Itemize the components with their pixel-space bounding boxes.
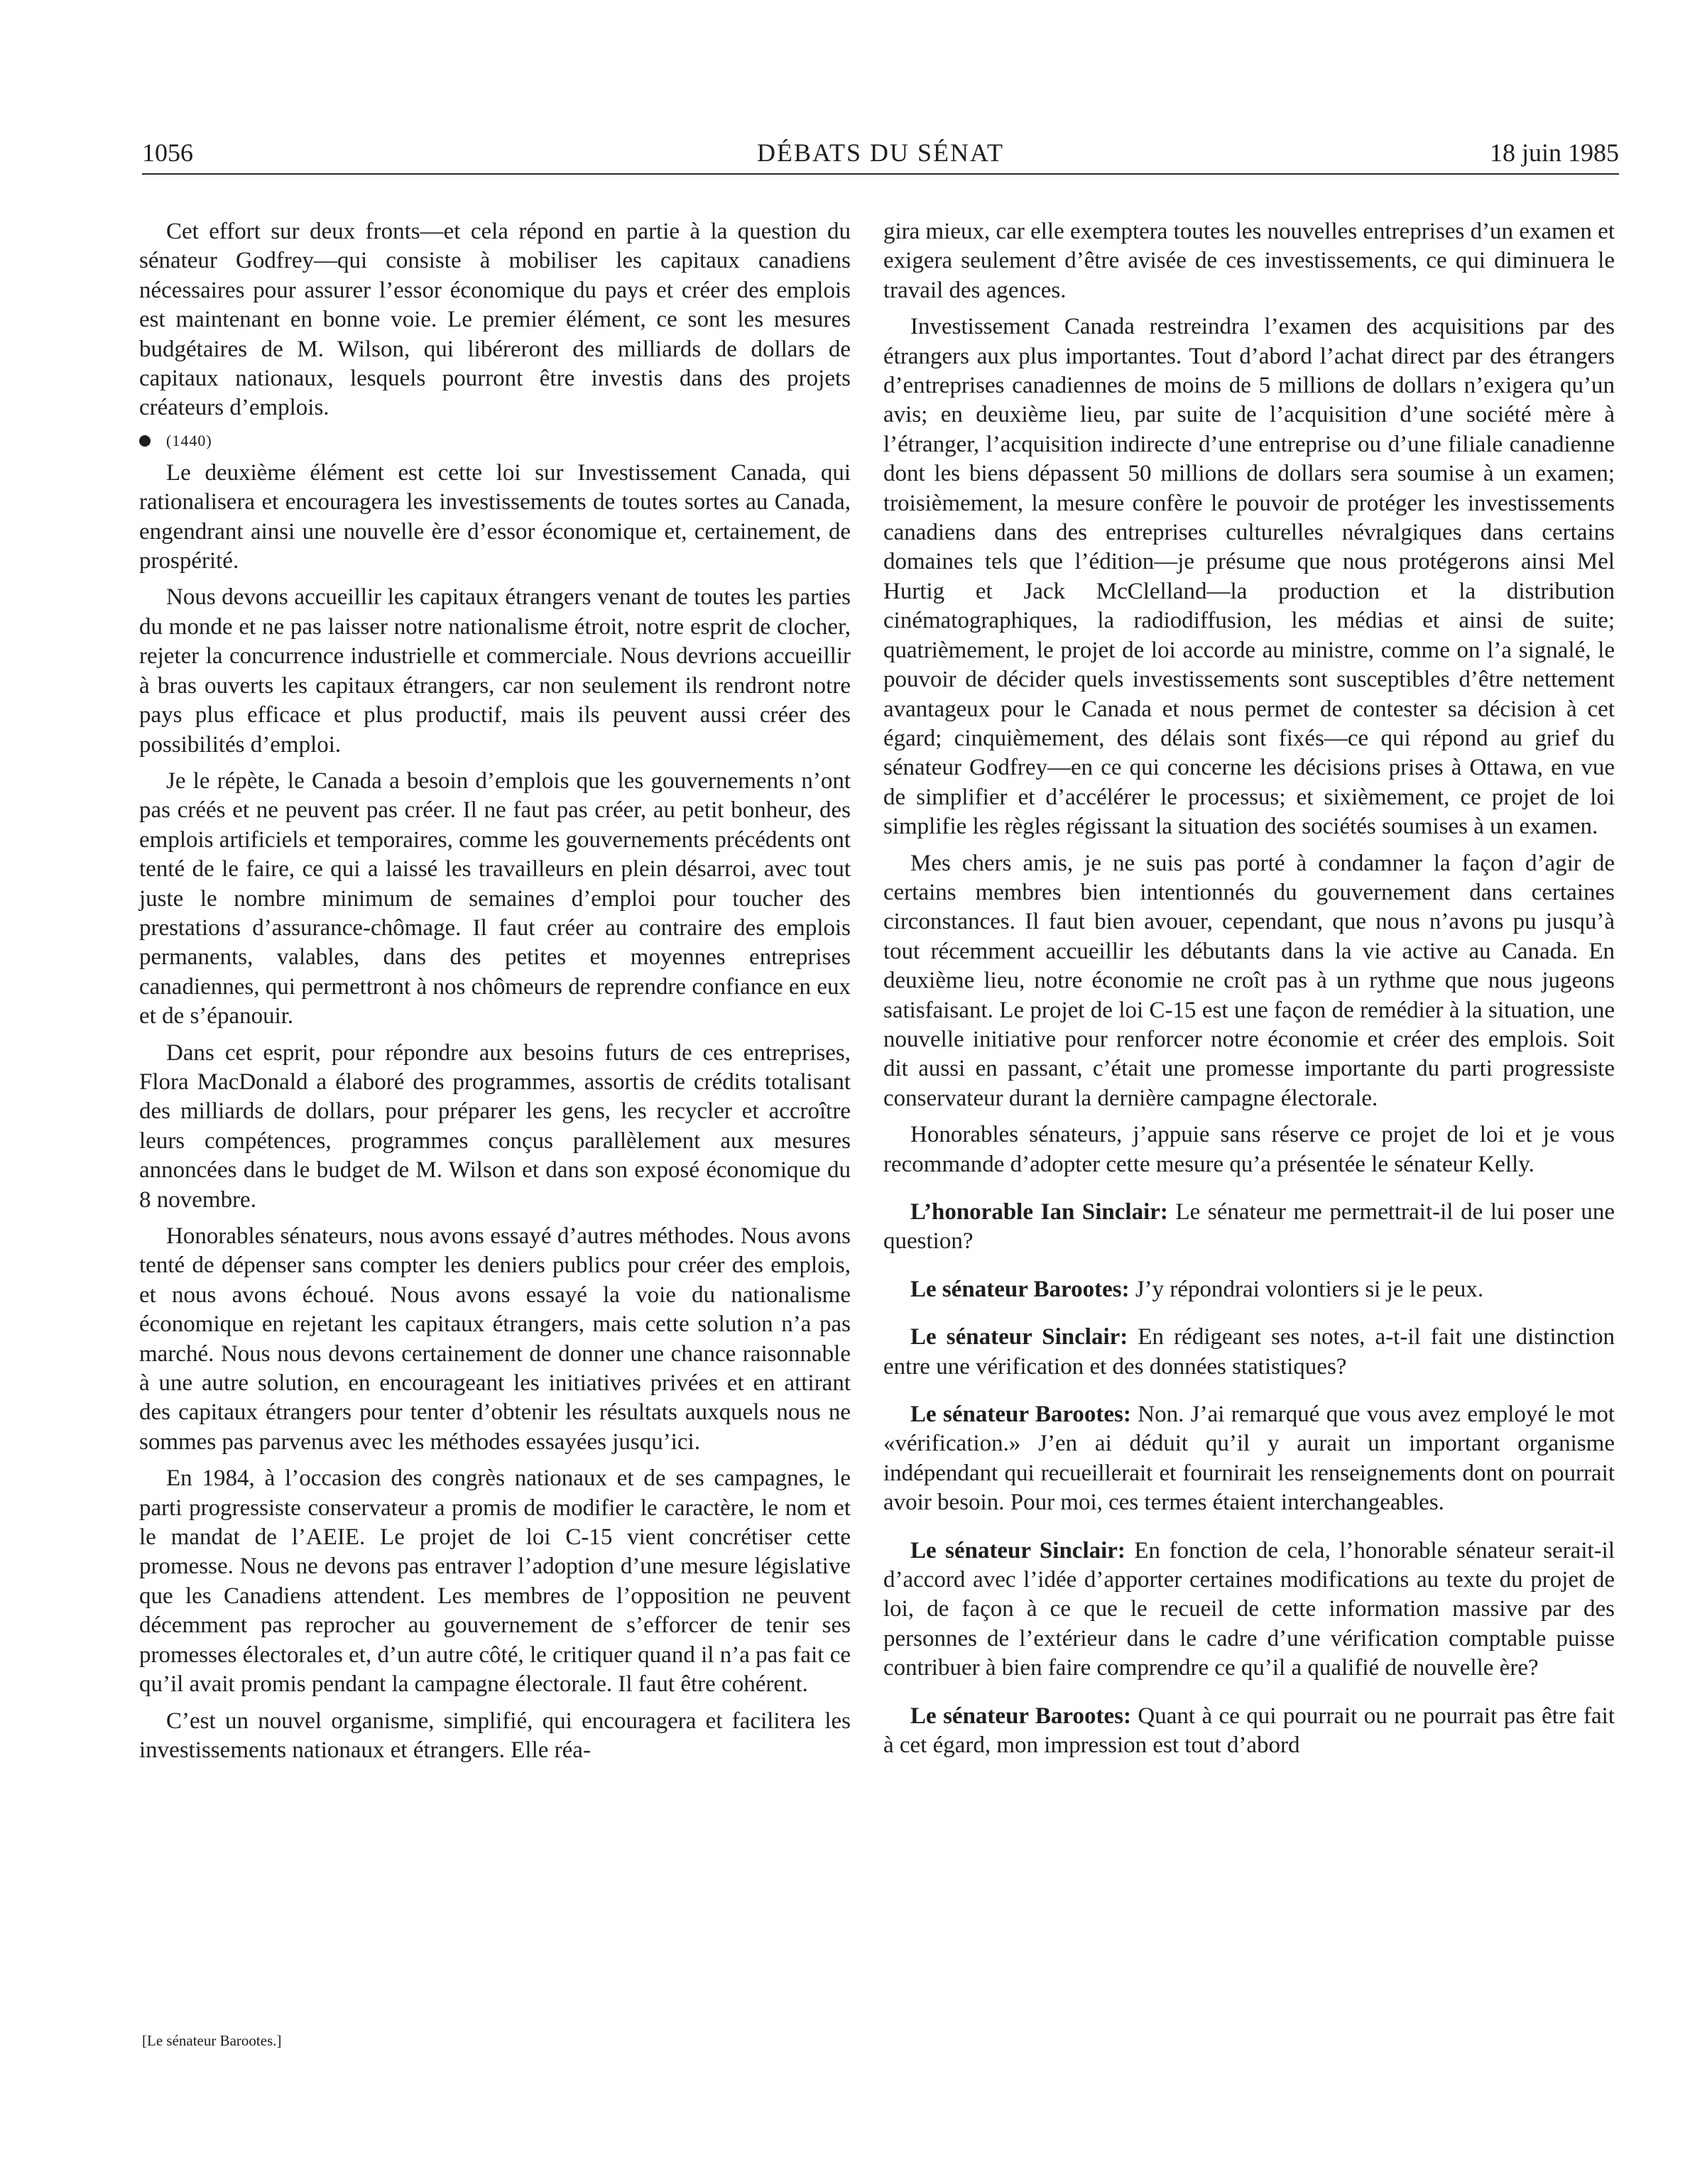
exchange-turn [883, 1536, 1615, 1683]
paragraph: gira mieux, car elle exemptera toutes les nouvelles entreprises d’un examen et exigera seulement d’être avisée de ces investissements, ce qui diminuera le travail des agences. [883, 219, 1615, 303]
speech-text: Quant à ce qui pourrait ou ne pourrait pas être fait à cet égard, mon impression est tout d’abord [883, 1703, 1615, 1759]
header-rule [142, 173, 1619, 175]
paragraph: Investissement Canada restreindra l’examen des acquisitions par des étrangers aux plus importantes. Tout d’abord l’achat direct par des étrangers d’entreprises canadiennes de moins de 5 millions de dollars n’exigera qu’un avis; en deuxième lieu, par suite de l’acquisition d’une société mère à l’étranger, l’acquisition indirecte d’une entreprise ou d’une filiale canadienne dont les biens dépassent 50 millions de dollars sera soumise à un examen; troisièmement, la mesure confère le pouvoir de protéger les investissements canadiens dans des entreprises culturelles névralgiques dans certains domaines tels que l’édition—je présume que nous protégerons ainsi Mel Hurtig et Jack McClelland—la production et la distribution cinématographiques, la radiodiffusion, les médias et ainsi de suite; quatrièmement, le projet de loi accorde au ministre, comme on l’a signalé, le pouvoir de décider quels investissements sont susceptibles d’être nettement avantageux pour le Canada et nous permet de contester sa décision à cet égard; cinquièmement, des délais sont fixés—ce qui répond au grief du sénateur Godfrey—en ce qui concerne les décisions prises à Ottawa, en vue de simplifier et d’accélérer le processus; et sixièmement, ce projet de loi simplifie les règles régissant la situation des sociétés soumises à un examen. [883, 314, 1615, 840]
speaker-name: Le sénateur Barootes: [910, 1402, 1131, 1428]
speaker-name: Le sénateur Sinclair: [910, 1537, 1125, 1563]
left-column [139, 217, 851, 1772]
speaker-name: L’honorable Ian Sinclair: [910, 1199, 1168, 1225]
bullet-dot-icon [139, 435, 151, 447]
exchange-turn [883, 1702, 1615, 1761]
speech-text: Non. J’ai remarqué que vous avez employé le mot «vérification.» J’en ai déduit qu’il y aurait un important organisme indépendant qui recueillerait et fournirait les renseignements dont on pourrait avoir besoin. Pour moi, ces termes étaient interchangeables. [883, 1402, 1615, 1516]
paragraph: Dans cet esprit, pour répondre aux besoins futurs de ces entreprises, Flora MacDonald a élaboré des programmes, assortis de crédits totalisant des milliards de dollars, pour préparer les gens, les recycler et accroître leurs compétences, programmes conçus parallèlement aux mesures annoncées dans le budget de M. Wilson et dans son exposé économique du 8 novembre. [139, 1039, 851, 1213]
paragraph: Cet effort sur deux fronts—et cela répond en partie à la question du sénateur Godfrey—qui consiste à mobiliser les capitaux canadiens nécessaires pour assurer l’essor économique du pays et créer des emplois est maintenant en bonne voie. Le premier élément, ce sont les mesures budgétaires de M. Wilson, qui libéreront des milliards de dollars de capitaux nationaux, lesquels pourront être investis dans des projets créateurs d’emplois. [139, 219, 851, 421]
speaker-name: Le sénateur Barootes: [910, 1276, 1130, 1302]
journal-title: DÉBATS DU SÉNAT [756, 138, 1005, 167]
paragraph: C’est un nouvel organisme, simplifié, qui encouragera et facilitera les investissements nationaux et étrangers. Elle réa- [139, 1708, 851, 1763]
exchange-turn [883, 1275, 1615, 1304]
speaker-name: Le sénateur Sinclair: [910, 1324, 1128, 1350]
paragraph: En 1984, à l’occasion des congrès nationaux et de ses campagnes, le parti progressiste conservateur a promis de modifier le caractère, le nom et le mandat de l’AEIE. Le projet de loi C-15 vient concrétiser cette promesse. Nous ne devons pas entraver l’adoption d’une mesure législative que les Canadiens attendent. Les membres de l’opposition ne peuvent décemment pas reprocher au gouvernement de s’efforcer de tenir ses promesses électorales et, d’un autre côté, le critiquer quand il n’a pas fait ce qu’il avait promis pendant la campagne électorale. Il faut être cohérent. [139, 1465, 851, 1698]
time-stamp: (1440) [166, 431, 212, 449]
right-column [883, 217, 1615, 1768]
page-number: 1056 [142, 138, 193, 167]
exchange-turn [883, 1400, 1615, 1518]
paragraph: Mes chers amis, je ne suis pas porté à condamner la façon d’agir de certains membres bien intentionnés du gouvernement dans certaines circonstances. Il faut bien avouer, cependant, que nous n’avons pu jusqu’à tout récemment accueillir les débutants dans la vie active au Canada. En deuxième lieu, notre économie ne croît pas à un rythme que nous jugeons satisfaisant. Le projet de loi C-15 est une façon de remédier à la situation, une nouvelle initiative pour renforcer notre économie et créer des emplois. Soit dit aussi en passant, c’était une promesse importante du parti progressiste conservateur durant la dernière campagne électorale. [883, 850, 1615, 1111]
paragraph: Nous devons accueillir les capitaux étrangers venant de toutes les parties du monde et ne pas laisser notre nationalisme étroit, notre esprit de clocher, rejeter la concurrence industrielle et commerciale. Nous devrions accueillir à bras ouverts les capitaux étrangers, car non seulement ils rendront notre pays plus efficace et plus productif, mais ils peuvent aussi créer des possibilités d’emploi. [139, 584, 851, 758]
speech-text: Le sénateur me permettrait-il de lui poser une question? [883, 1199, 1615, 1255]
page-header [142, 136, 1619, 172]
paragraph: Le deuxième élément est cette loi sur Investissement Canada, qui rationalisera et encouragera les investissements de toutes sortes au Canada, engendrant ainsi une nouvelle ère d’essor économique et, certainement, de prospérité. [139, 459, 851, 574]
sitting-date: 18 juin 1985 [1489, 138, 1619, 167]
speaker-name: Le sénateur Barootes: [910, 1703, 1131, 1729]
exchange-turn [883, 1198, 1615, 1257]
paragraph: Honorables sénateurs, j’appuie sans réserve ce projet de loi et je vous recommande d’adopter cette mesure qu’a présentée le sénateur Kelly. [883, 1122, 1615, 1177]
paragraph: Je le répète, le Canada a besoin d’emplois que les gouvernements n’ont pas créés et ne peuvent pas créer. Il ne faut pas créer, au petit bonheur, des emplois artificiels et temporaires, comme les gouvernements précédents ont tenté de le faire, ce qui a laissé les travailleurs en plein désarroi, avec tout juste le nombre minimum de semaines d’emploi pour toucher des prestations d’assurance-chômage. Il faut créer au contraire des emplois permanents, valables, dans des petites et moyennes entreprises canadiennes, qui permettront à nos chômeurs de reprendre confiance en eux et de s’épanouir. [139, 768, 851, 1030]
speaker-footnote: [Le sénateur Barootes.] [142, 2032, 282, 2049]
speech-text: J’y répondrai volontiers si je le peux. [1129, 1276, 1484, 1302]
speech-text: En rédigeant ses notes, a-t-il fait une distinction entre une vérification et des données statistiques? [883, 1324, 1615, 1380]
paragraph: Honorables sénateurs, nous avons essayé d’autres méthodes. Nous avons tenté de dépenser sans compter les deniers publics pour créer des emplois, et nous avons échoué. Nous avons essayé la voie du nationalisme économique en rejetant les capitaux étrangers, mais cette solution n’a pas marché. Nous nous devons certainement de donner une chance raisonnable à une autre solution, en encourageant les initiatives privées et en attirant des capitaux étrangers pour tenter d’obtenir les résultats auxquels nous ne sommes pas parvenus avec les méthodes essayées jusqu’ici. [139, 1223, 851, 1455]
time-marker [139, 430, 851, 452]
speech-text: En fonction de cela, l’honorable sénateur serait-il d’accord avec l’idée d’apporter certaines modifications au texte du projet de loi, de façon à ce que le recueil de cette information massive par des personnes de l’extérieur dans le cadre d’une vérification comptable puisse contribuer à bien faire comprendre ce qu’il a qualifié de nouvelle ère? [883, 1537, 1615, 1681]
exchange-turn [883, 1323, 1615, 1382]
